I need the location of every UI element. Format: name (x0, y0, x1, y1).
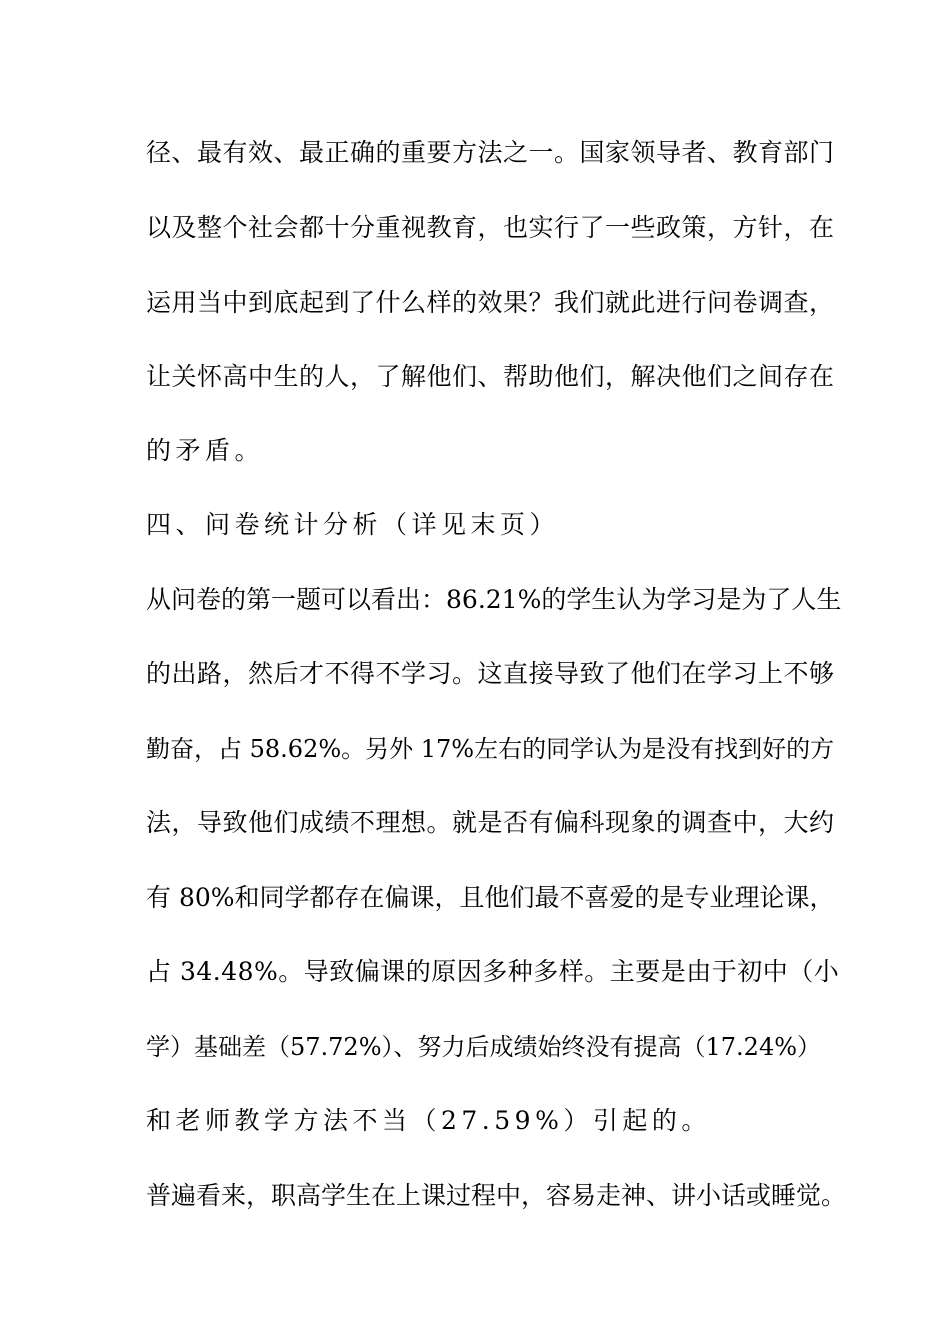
text-line: 学）基础差（57.72%）、努力后成绩始终没有提高（17.24%） (146, 1033, 822, 1061)
text-line: 普遍看来，职高学生在上课过程中，容易走神、讲小话或睡觉。 (146, 1181, 847, 1210)
text-line: 从问卷的第一题可以看出：86.21%的学生认为学习是为了人生 (146, 585, 842, 614)
text-line: 占 34.48%。导致偏课的原因多种多样。主要是由于初中（小 (146, 957, 840, 986)
text-line: 和老师教学方法不当（27.59%）引起的。 (146, 1106, 711, 1135)
text-line: 法，导致他们成绩不理想。就是否有偏科现象的调查中，大约 (146, 808, 835, 837)
text-line: 让关怀高中生的人，了解他们、帮助他们，解决他们之间存在 (146, 362, 835, 391)
text-line: 勤奋，占 58.62%。另外 17%左右的同学认为是没有找到好的方 (146, 735, 835, 763)
text-line: 径、最有效、最正确的重要方法之一。国家领导者、教育部门 (146, 138, 835, 167)
text-line: 的矛盾。 (146, 436, 265, 465)
section-heading: 四、问卷统计分析（详见末页） (146, 510, 560, 539)
text-line: 有 80%和同学都存在偏课，且他们最不喜爱的是专业理论课， (146, 883, 835, 912)
text-line: 的出路，然后才不得不学习。这直接导致了他们在学习上不够 (146, 659, 835, 688)
text-line: 运用当中到底起到了什么样的效果？我们就此进行问卷调查， (146, 288, 835, 317)
text-line: 以及整个社会都十分重视教育，也实行了一些政策，方针，在 (146, 213, 835, 242)
